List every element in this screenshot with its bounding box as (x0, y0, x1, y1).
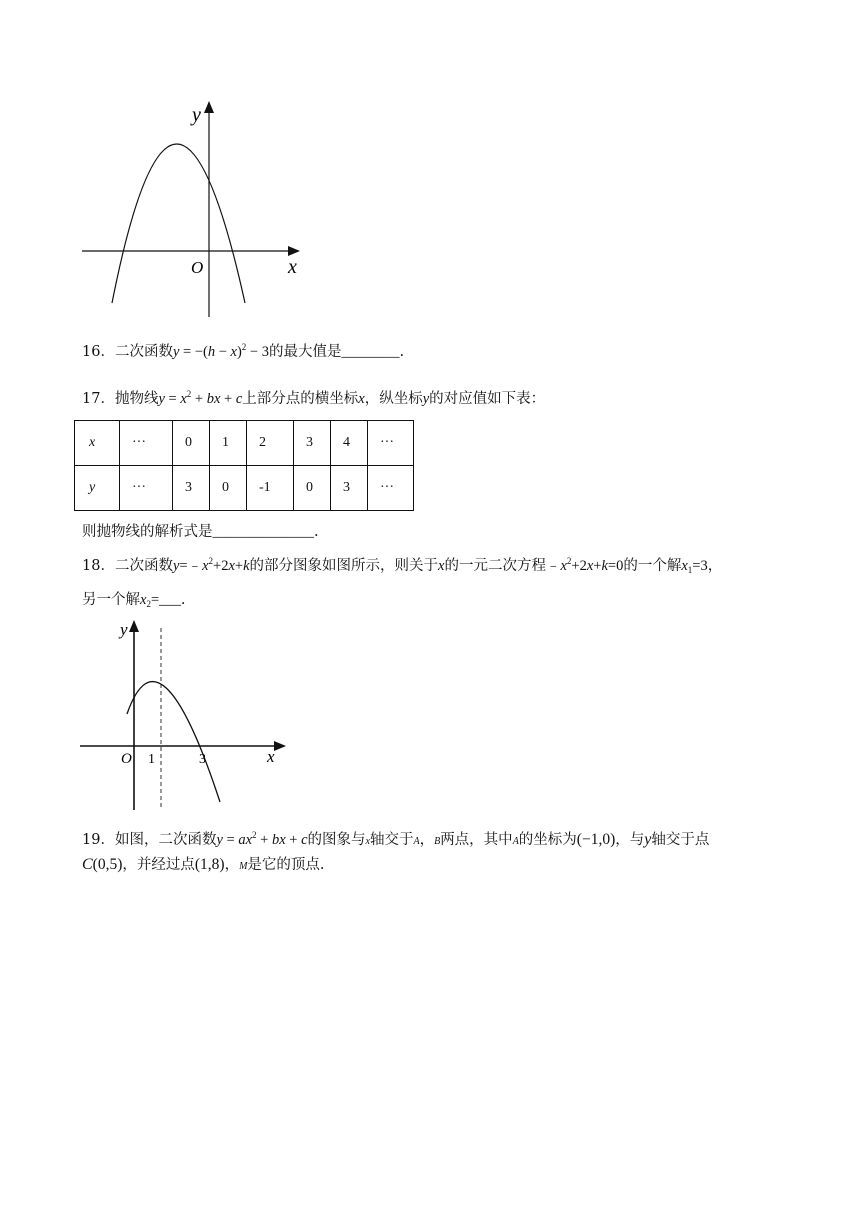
q18-text-a: 二次函数 (114, 558, 173, 574)
table-cell: 1 (210, 421, 247, 466)
table-cell: 2 (247, 421, 294, 466)
q18-line-2 (82, 590, 185, 610)
q18-f-x2: x (228, 558, 235, 574)
q16-answer-blank[interactable]: ________ (341, 344, 400, 360)
q16-formula-minus: − (215, 344, 231, 360)
table-header-y: y (75, 466, 120, 511)
q18-f-k: k (243, 558, 250, 574)
question-17 (82, 389, 545, 409)
q19-small-B: B (434, 836, 441, 847)
q18-s2-sub: 2 (146, 599, 151, 609)
q18-s2-x: x (140, 592, 147, 608)
q18-e-zero: =0 (607, 558, 624, 574)
q19-line-2 (82, 855, 325, 877)
q17-text-c: ，纵坐标 (364, 391, 423, 407)
q19-text-i: ， (224, 857, 240, 873)
origin-label: O (191, 258, 204, 277)
y-axis-arrow (129, 620, 139, 632)
q19-y-axis: y (644, 831, 652, 848)
q17-answer-prefix: 则抛物线的解析式是 (82, 524, 213, 540)
q19-text-d: 两点，其中 (440, 832, 513, 848)
q19-comma1: ， (419, 832, 435, 848)
q19-text-g: 轴交于点 (651, 832, 710, 848)
q19-number: 19． (82, 832, 115, 848)
q19-f-bx: bx (271, 832, 286, 848)
q19-text-c: 轴交于 (369, 832, 414, 848)
q19-small-A: A (413, 836, 420, 847)
q18-e-exp: 2 (566, 556, 572, 566)
q17-f-eq: = (164, 391, 181, 407)
q18-f-plus: + (234, 558, 244, 574)
q18-f-exp1: 2 (208, 556, 214, 566)
q19-coord-P: (1,8) (194, 856, 225, 873)
q18-number: 18． (82, 558, 115, 574)
y-axis-label: y (192, 104, 201, 126)
q18-text-d: 的一个解 (623, 558, 682, 574)
x-axis-arrow (274, 741, 286, 751)
q17-var-y: y (422, 391, 430, 407)
q19-text-e: 的坐标为 (518, 832, 577, 848)
q18-line2-a: 另一个解 (82, 592, 140, 608)
table-cell: 4 (331, 421, 368, 466)
q17-f-x: x (180, 391, 187, 407)
parabola-graph-2 (78, 616, 290, 816)
q18-f-y: y (172, 558, 180, 574)
table-cell: ··· (368, 466, 414, 511)
q18-e-plus: + (593, 558, 602, 574)
x-axis-label: x (267, 747, 275, 766)
q19-f-eq: = (222, 832, 239, 848)
q19-text-a: 如图，二次函数 (114, 832, 217, 848)
q16-ask: 的最大值是 (268, 344, 342, 360)
q16-formula-y: y (172, 344, 180, 360)
question-16 (82, 342, 404, 362)
table-cell: ··· (120, 466, 173, 511)
q17-f-plus1: + (191, 391, 207, 407)
table-cell: 0 (210, 466, 247, 511)
q17-end: . (314, 524, 319, 540)
q18-f-x1: x (202, 558, 209, 574)
q16-formula-h: h (207, 344, 216, 360)
q16-formula-close: ) (236, 344, 242, 360)
q18-e-k: k (601, 558, 608, 574)
q19-f-y: y (216, 832, 223, 848)
q19-text-h: ，并经过点 (122, 857, 195, 873)
q17-number: 17． (82, 391, 115, 407)
q16-end: . (399, 344, 405, 360)
q19-line2-C: C (82, 856, 93, 873)
q19-small-A2: A (512, 836, 519, 847)
q18-s-sub: 1 (687, 565, 693, 575)
q19-f-c: c (301, 832, 308, 848)
q19-small-x: x (365, 836, 370, 847)
q19-text-f: ，与 (615, 832, 645, 848)
q18-f-rest2: +2 (213, 558, 229, 574)
q19-f-plus1: + (256, 832, 272, 848)
q18-var-x: x (438, 558, 445, 574)
table-header-x: x (75, 421, 120, 466)
q18-e-x1: x (560, 558, 567, 574)
table-row-x (75, 421, 414, 466)
q17-f-plus2: + (220, 391, 236, 407)
value-table (74, 420, 414, 511)
tick-label-3: 3 (199, 752, 206, 767)
table-cell: 0 (294, 466, 331, 511)
q16-formula-exp: 2 (241, 342, 247, 352)
question-18 (82, 556, 722, 576)
table-row-y (75, 466, 414, 511)
q19-coord-A: (−1,0) (576, 831, 616, 848)
q18-s-x: x (681, 558, 688, 574)
q18-end: . (180, 592, 186, 608)
q19-f-plus2: + (285, 832, 302, 848)
x-axis-label: x (288, 256, 297, 278)
q19-small-M: M (239, 861, 248, 872)
q18-s-val: =3， (692, 558, 723, 574)
x-axis-arrow (288, 246, 300, 256)
q17-f-c: c (235, 391, 243, 407)
parabola-curve (112, 144, 245, 303)
q17-text-a: 抛物线 (114, 391, 159, 407)
table-cell: 0 (173, 421, 210, 466)
q16-formula-eq: = −( (179, 344, 208, 360)
table-cell: 3 (173, 466, 210, 511)
table-cell: ··· (120, 421, 173, 466)
q19-text-b: 的图象与 (307, 832, 366, 848)
q16-formula-tail: − 3 (246, 344, 269, 360)
y-axis-arrow (204, 101, 214, 113)
q17-answer-line (82, 522, 319, 542)
q16-intro: 二次函数 (114, 344, 173, 360)
q18-s2-eq: = (150, 592, 160, 608)
q16-number: 16． (82, 344, 115, 360)
y-axis-label: y (120, 620, 128, 639)
q18-text-b: 的部分图象如图所示，则关于 (249, 558, 439, 574)
parabola-curve (127, 682, 220, 802)
q18-text-c: 的一元二次方程﹣ (444, 558, 561, 574)
table-cell: ··· (368, 421, 414, 466)
table-cell: 3 (294, 421, 331, 466)
q17-var-x: x (358, 391, 365, 407)
q17-answer-blank[interactable]: ______________ (212, 524, 314, 540)
q16-formula-x: x (230, 344, 237, 360)
q18-e-x2: x (586, 558, 594, 574)
q17-f-y: y (158, 391, 165, 407)
parabola-graph-1 (70, 95, 320, 325)
table-cell: -1 (247, 466, 294, 511)
q18-answer-blank[interactable]: ___ (159, 592, 181, 608)
q17-f-exp: 2 (186, 389, 192, 399)
q17-text-d: 的对应值如下表： (429, 391, 546, 407)
q18-f-rest1: =﹣ (179, 558, 203, 574)
origin-label: O (121, 751, 132, 767)
q18-e-rest: +2 (571, 558, 587, 574)
q19-coord-C: (0,5) (92, 856, 123, 873)
q17-text-b: 上部分点的横坐标 (242, 391, 359, 407)
tick-label-1: 1 (148, 752, 155, 767)
q17-f-bx: bx (206, 391, 221, 407)
q19-f-ax: ax (238, 832, 253, 848)
table-cell: 3 (331, 466, 368, 511)
q19-f-exp: 2 (252, 830, 257, 840)
question-19 (82, 830, 709, 852)
q19-text-j: 是它的顶点. (247, 857, 325, 873)
